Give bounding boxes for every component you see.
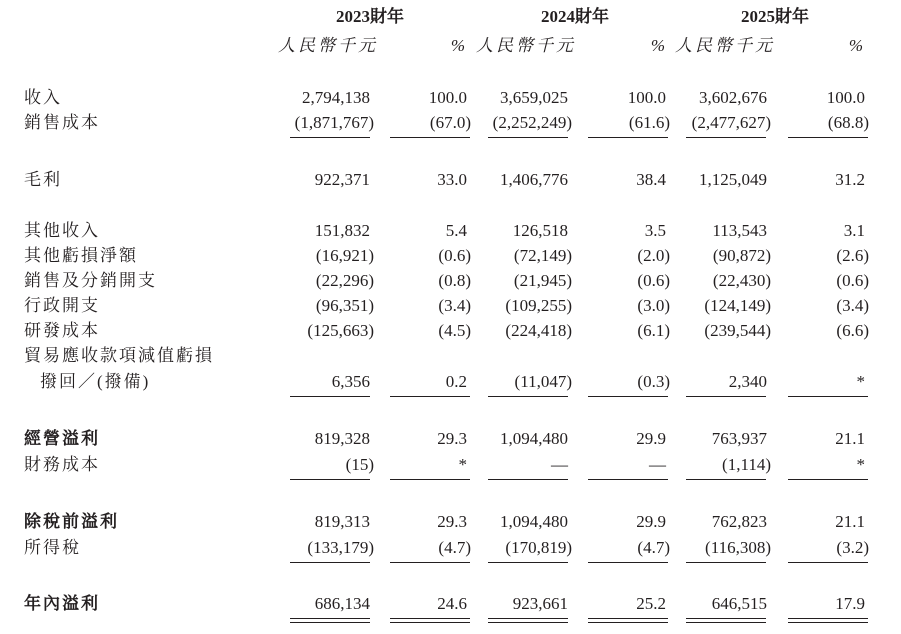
cell-rd-2024-pct: (6.1) — [637, 321, 670, 340]
double-rule-top-2025-amount — [686, 618, 766, 619]
cell-imp-2023-pct: 0.2 — [445, 372, 467, 391]
cell-cos-2024-pct: (61.6) — [628, 113, 670, 132]
row-label-rd-costs: 研發成本 — [24, 321, 100, 340]
double-rule-bottom-2025-pct — [788, 622, 868, 623]
cell-fc-2024-pct: — — [649, 455, 666, 474]
cell-rd-2025-pct: (6.6) — [836, 321, 869, 340]
cell-revenue-2023-pct: 100.0 — [428, 88, 467, 107]
double-rule-top-2023-pct — [390, 618, 470, 619]
cell-rd-2025-amount: (239,544) — [704, 321, 771, 340]
cell-gp-2025-pct: 31.2 — [835, 170, 865, 189]
cell-cos-2023-pct: (67.0) — [429, 113, 471, 132]
cell-gp-2023-pct: 33.0 — [437, 170, 467, 189]
cell-oi-2023-pct: 5.4 — [445, 221, 467, 240]
cell-rd-2023-pct: (4.5) — [438, 321, 471, 340]
cell-ol-2023-pct: (0.6) — [438, 246, 471, 265]
year-header-2023: 2023財年 — [336, 7, 404, 26]
unit-amount-2025: 人民幣千元 — [675, 36, 775, 55]
rule-cos-2024-pct — [588, 137, 668, 138]
cell-ae-2024-amount: (109,255) — [505, 296, 572, 315]
cell-se-2024-amount: (21,945) — [513, 271, 572, 290]
year-header-2025: 2025財年 — [741, 7, 809, 26]
row-label-cost-of-sales: 銷售成本 — [24, 113, 100, 132]
cell-revenue-2024-amount: 3,659,025 — [500, 88, 568, 107]
cell-se-2023-pct: (0.8) — [438, 271, 471, 290]
row-label-profit-for-year: 年內溢利 — [24, 594, 100, 613]
cell-se-2025-pct: (0.6) — [836, 271, 869, 290]
cell-tax-2025-pct: (3.2) — [836, 538, 869, 557]
unit-pct-2024: % — [650, 36, 668, 55]
cell-imp-2024-pct: (0.3) — [637, 372, 670, 391]
cell-revenue-2023-amount: 2,794,138 — [302, 88, 370, 107]
row-label-selling-expenses: 銷售及分銷開支 — [24, 271, 157, 290]
rule-imp-2023-pct — [390, 396, 470, 397]
cell-pfy-2025-pct: 17.9 — [835, 594, 865, 613]
rule-fc-2023-amount — [290, 479, 370, 480]
cell-oi-2025-pct: 3.1 — [843, 221, 865, 240]
row-label-operating-profit: 經營溢利 — [24, 429, 100, 448]
row-label-impairment-line1: 貿易應收款項減值虧損 — [24, 346, 214, 365]
cell-op-2025-amount: 763,937 — [711, 429, 767, 448]
cell-oi-2024-amount: 126,518 — [512, 221, 568, 240]
cell-tax-2023-amount: (133,179) — [307, 538, 374, 557]
row-label-admin-expenses: 行政開支 — [24, 296, 100, 315]
cell-ol-2023-amount: (16,921) — [315, 246, 374, 265]
double-rule-bottom-2024-amount — [488, 622, 568, 623]
cell-op-2024-amount: 1,094,480 — [500, 429, 568, 448]
rule-fc-2025-pct — [788, 479, 868, 480]
row-label-profit-before-tax: 除稅前溢利 — [24, 512, 119, 531]
double-rule-top-2023-amount — [290, 618, 370, 619]
cell-tax-2024-amount: (170,819) — [505, 538, 572, 557]
cell-ae-2025-amount: (124,149) — [704, 296, 771, 315]
double-rule-bottom-2025-amount — [686, 622, 766, 623]
cell-cos-2025-amount: (2,477,627) — [691, 113, 771, 132]
cell-pfy-2025-amount: 646,515 — [711, 594, 767, 613]
cell-imp-2025-pct: * — [856, 372, 865, 391]
cell-tax-2025-amount: (116,308) — [705, 538, 771, 557]
rule-cos-2023-amount — [290, 137, 370, 138]
rule-tax-2024-amount — [488, 562, 568, 563]
cell-revenue-2024-pct: 100.0 — [627, 88, 666, 107]
cell-revenue-2025-amount: 3,602,676 — [699, 88, 767, 107]
cell-ol-2024-pct: (2.0) — [637, 246, 670, 265]
cell-op-2024-pct: 29.9 — [636, 429, 666, 448]
year-header-2024: 2024財年 — [541, 7, 609, 26]
cell-revenue-2025-pct: 100.0 — [826, 88, 865, 107]
cell-ol-2025-pct: (2.6) — [836, 246, 869, 265]
unit-pct-2025: % — [848, 36, 866, 55]
cell-gp-2024-pct: 38.4 — [636, 170, 666, 189]
rule-fc-2024-amount — [488, 479, 568, 480]
rule-imp-2024-amount — [488, 396, 568, 397]
unit-amount-2023: 人民幣千元 — [278, 36, 378, 55]
cell-oi-2024-pct: 3.5 — [644, 221, 666, 240]
cell-op-2025-pct: 21.1 — [835, 429, 865, 448]
cell-ol-2025-amount: (90,872) — [712, 246, 771, 265]
double-rule-top-2024-amount — [488, 618, 568, 619]
rule-tax-2025-pct — [788, 562, 868, 563]
cell-pfy-2023-pct: 24.6 — [437, 594, 467, 613]
row-label-other-income: 其他收入 — [24, 221, 100, 240]
cell-op-2023-amount: 819,328 — [314, 429, 370, 448]
cell-gp-2025-amount: 1,125,049 — [699, 170, 767, 189]
row-label-impairment-line2: 撥回／(撥備) — [40, 372, 151, 391]
rule-tax-2023-pct — [390, 562, 470, 563]
cell-se-2023-amount: (22,296) — [315, 271, 374, 290]
cell-ae-2024-pct: (3.0) — [637, 296, 670, 315]
double-rule-top-2024-pct — [588, 618, 668, 619]
double-rule-bottom-2024-pct — [588, 622, 668, 623]
cell-gp-2023-amount: 922,371 — [314, 170, 370, 189]
cell-fc-2025-amount: (1,114) — [722, 455, 771, 474]
cell-ae-2023-amount: (96,351) — [315, 296, 374, 315]
cell-imp-2023-amount: 6,356 — [331, 372, 370, 391]
unit-amount-2024: 人民幣千元 — [476, 36, 576, 55]
cell-gp-2024-amount: 1,406,776 — [500, 170, 568, 189]
cell-pfy-2024-pct: 25.2 — [636, 594, 666, 613]
cell-rd-2023-amount: (125,663) — [307, 321, 374, 340]
cell-se-2024-pct: (0.6) — [637, 271, 670, 290]
cell-fc-2023-amount: (15) — [345, 455, 374, 474]
rule-cos-2024-amount — [488, 137, 568, 138]
rule-cos-2025-pct — [788, 137, 868, 138]
cell-se-2025-amount: (22,430) — [712, 271, 771, 290]
rule-tax-2025-amount — [686, 562, 766, 563]
rule-imp-2025-amount — [686, 396, 766, 397]
row-label-gross-profit: 毛利 — [24, 170, 62, 189]
cell-ol-2024-amount: (72,149) — [513, 246, 572, 265]
cell-tax-2024-pct: (4.7) — [637, 538, 670, 557]
double-rule-top-2025-pct — [788, 618, 868, 619]
cell-pfy-2024-amount: 923,661 — [512, 594, 568, 613]
cell-pbt-2025-amount: 762,823 — [711, 512, 767, 531]
cell-pbt-2023-amount: 819,313 — [314, 512, 370, 531]
cell-op-2023-pct: 29.3 — [437, 429, 467, 448]
row-label-income-tax: 所得稅 — [24, 538, 81, 557]
cell-pbt-2023-pct: 29.3 — [437, 512, 467, 531]
cell-pfy-2023-amount: 686,134 — [314, 594, 370, 613]
rule-imp-2024-pct — [588, 396, 668, 397]
row-label-finance-costs: 財務成本 — [24, 455, 100, 474]
cell-ae-2023-pct: (3.4) — [438, 296, 471, 315]
cell-imp-2024-amount: (11,047) — [514, 372, 572, 391]
cell-tax-2023-pct: (4.7) — [438, 538, 471, 557]
rule-cos-2025-amount — [686, 137, 766, 138]
cell-oi-2023-amount: 151,832 — [314, 221, 370, 240]
rule-cos-2023-pct — [390, 137, 470, 138]
rule-fc-2024-pct — [588, 479, 668, 480]
cell-cos-2023-amount: (1,871,767) — [294, 113, 374, 132]
cell-fc-2024-amount: — — [551, 455, 568, 474]
row-label-revenue: 收入 — [24, 88, 62, 107]
cell-fc-2025-pct: * — [856, 455, 865, 474]
rule-tax-2024-pct — [588, 562, 668, 563]
double-rule-bottom-2023-pct — [390, 622, 470, 623]
cell-pbt-2025-pct: 21.1 — [835, 512, 865, 531]
cell-oi-2025-amount: 113,543 — [712, 221, 767, 240]
rule-imp-2025-pct — [788, 396, 868, 397]
cell-rd-2024-amount: (224,418) — [505, 321, 572, 340]
rule-imp-2023-amount — [290, 396, 370, 397]
row-label-other-losses: 其他虧損淨額 — [24, 246, 138, 265]
cell-cos-2025-pct: (68.8) — [827, 113, 869, 132]
cell-imp-2025-amount: 2,340 — [728, 372, 767, 391]
rule-tax-2023-amount — [290, 562, 370, 563]
cell-cos-2024-amount: (2,252,249) — [492, 113, 572, 132]
rule-fc-2023-pct — [390, 479, 470, 480]
cell-ae-2025-pct: (3.4) — [836, 296, 869, 315]
double-rule-bottom-2023-amount — [290, 622, 370, 623]
unit-pct-2023: % — [450, 36, 468, 55]
cell-pbt-2024-pct: 29.9 — [636, 512, 666, 531]
cell-fc-2023-pct: * — [458, 455, 467, 474]
rule-fc-2025-amount — [686, 479, 766, 480]
cell-pbt-2024-amount: 1,094,480 — [500, 512, 568, 531]
